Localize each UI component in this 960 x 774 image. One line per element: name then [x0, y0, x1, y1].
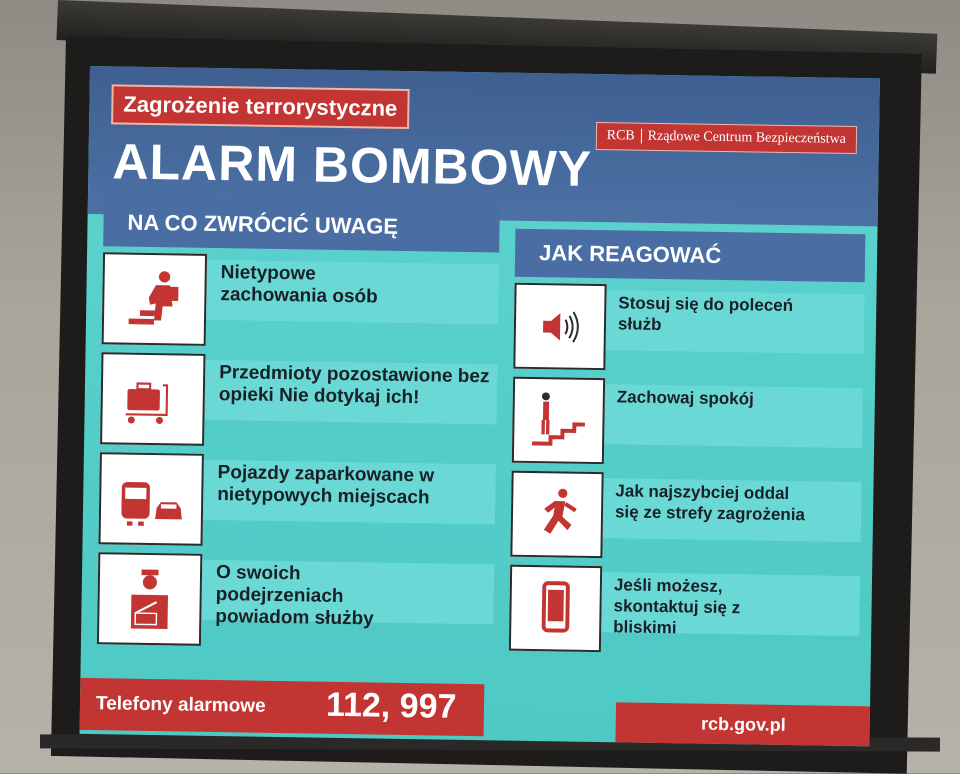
phone-icon [509, 565, 602, 652]
column-heading: NA CO ZWRÓCIĆ UWAGĘ [103, 198, 500, 252]
org-badge [595, 122, 857, 154]
running-person-icon [510, 471, 603, 558]
list-item [97, 552, 494, 652]
list-item [100, 352, 497, 452]
emergency-phones-numbers: 112, 997 [325, 685, 457, 726]
item-text: Zachowaj spokój [616, 387, 754, 409]
list-item [509, 565, 860, 658]
list-item [102, 252, 499, 352]
item-text: Nietypowe zachowania osób [220, 262, 378, 308]
what-to-watch-column [97, 198, 500, 658]
slide-title: ALARM BOMBOWY [112, 133, 593, 197]
emergency-phones-banner [80, 678, 485, 736]
website-banner: rcb.gov.pl [615, 702, 870, 746]
projected-slide [80, 66, 880, 746]
list-item [98, 452, 495, 552]
person-climbing-icon [102, 252, 207, 346]
item-text: Stosuj się do poleceń służb [617, 293, 794, 335]
item-text: Jak najszybciej oddal się ze strefy zagrożenia [614, 481, 806, 525]
list-item [510, 471, 861, 564]
luggage-cart-icon [100, 352, 205, 446]
item-text: Jeśli możesz, skontaktuj się z bliskimi [613, 575, 741, 638]
org-short-name: RCB [607, 128, 642, 144]
person-stairs-icon [512, 377, 605, 464]
item-text: Przedmioty pozostawione bez opieki Nie dotykaj ich! [218, 362, 490, 409]
vehicles-icon [98, 452, 203, 546]
category-badge: Zagrożenie terrorystyczne [111, 84, 409, 129]
officer-icon [97, 552, 202, 646]
item-text: O swoich podejrzeniach powiadom służby [215, 562, 374, 630]
emergency-phones-label: Telefony alarmowe [95, 693, 266, 717]
loudspeaker-icon [513, 283, 606, 370]
how-to-react-column [509, 205, 866, 664]
item-text: Pojazdy zaparkowane w nietypowych miejscach [217, 462, 435, 509]
list-item [512, 377, 863, 470]
column-heading: JAK REAGOWAĆ [515, 229, 866, 282]
org-name: Rządowe Centrum Bezpieczeństwa [647, 128, 847, 147]
list-item [513, 283, 864, 376]
